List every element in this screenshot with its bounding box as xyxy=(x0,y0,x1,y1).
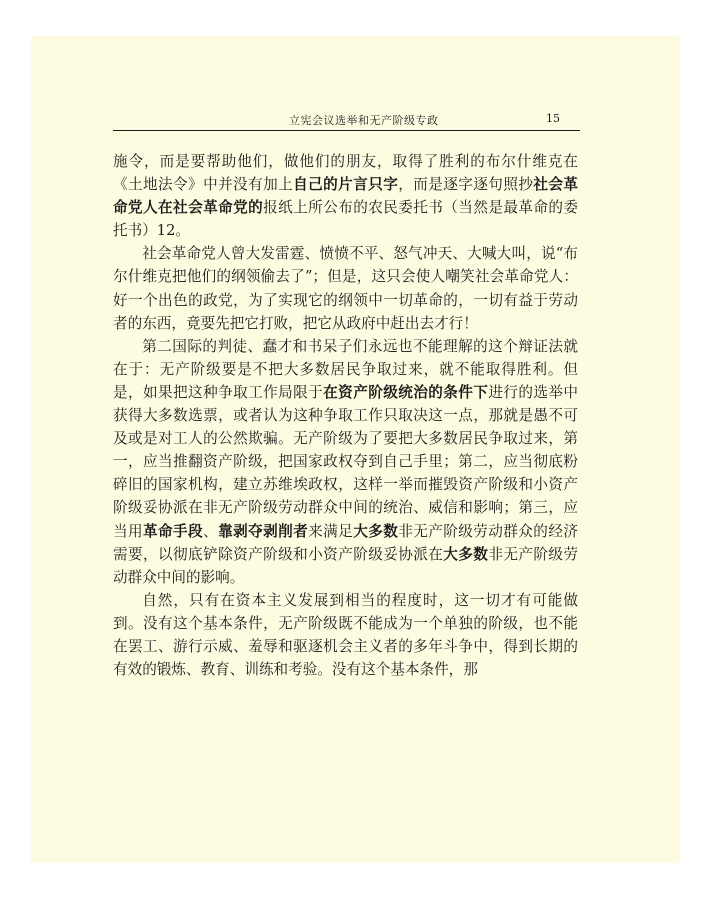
emphasized-text: 大多数 xyxy=(443,545,489,563)
emphasized-text: 大多数 xyxy=(353,522,399,540)
paragraph-text: 、 xyxy=(203,522,219,540)
paragraph-text: 进行的选举中获得大多数选票，或者认为这种争取工作只取决这一点，那就是愚不可及或是对工人的公然欺骗。无产阶级为了要把大多数居民争取过来，第一，应当推翻资产阶级，把国家政权夺到自己手里；第二，应当彻底粉碎旧的国家机构，建立苏维埃政权，这样一举而摧毁资产阶级和小资产阶级妥协派在非无产阶级劳动群众中间的统治、威信和影响；第三，应当用 xyxy=(113,383,578,540)
paragraph-text: 来满足 xyxy=(308,522,354,540)
running-header-title: 立宪会议选举和无产阶级专政 xyxy=(289,114,439,127)
paragraph xyxy=(113,242,578,334)
paragraph-text: 自然，只有在资本主义发展到相当的程度时，这一切才有可能做到。没有这个基本条件，无产阶级既不能成为一个单独的阶级，也不能在罢工、游行示威、羞辱和驱逐机会主义者的多年斗争中，得到长期的有效的锻炼、教育、训练和考验。没有这个基本条件，那 xyxy=(113,591,578,679)
paragraph-text: 报纸上所公布的农民委托书（当然是最革命的委托书）12。 xyxy=(113,199,578,240)
paragraph-text: 施令，而是要帮助他们，做他们的朋友，取得了胜利的布尔什维克在《土地法令》中并没有加上 xyxy=(113,153,578,194)
emphasized-text: 自己的片言只字 xyxy=(293,176,399,194)
paragraph-text: 社会革命党人曾大发雷霆、愤愤不平、怒气冲天、大喊大叫，说“布尔什维克把他们的纲领偷去了”；但是，这只会使人嘲笑社会革命党人：好一个出色的政党，为了实现它的纲领中一切革命的，一切有益于劳动者的东西，竟要先把它打败，把它从政府中赶出去才行！ xyxy=(113,245,578,332)
paragraph xyxy=(113,150,578,242)
paragraph-text: 第二国际的判徒、蠢才和书呆子们永远也不能理解的这个辩证法就在于：无产阶级要是不把大多数居民争取过来，就不能取得胜利。但是，如果把这种争取工作局限于 xyxy=(113,337,578,401)
paragraph-text: 非无产阶级劳动群众中间的影响。 xyxy=(113,545,578,586)
emphasized-text: 靠剥夺剥削者 xyxy=(218,522,309,540)
page-number: 15 xyxy=(546,112,560,125)
emphasized-text: 社会革命党人在社会革命党的 xyxy=(113,176,578,217)
paragraph xyxy=(113,335,578,589)
paragraph-text: 非无产阶级劳动群众的经济需要，以彻底铲除资产阶级和小资产阶级妥协派在 xyxy=(113,522,578,563)
paragraph-text: ，而是逐字逐句照抄 xyxy=(398,176,534,194)
running-header xyxy=(113,108,580,131)
body-text xyxy=(113,150,578,681)
paragraph xyxy=(113,589,578,681)
emphasized-text: 在资产阶级统治的条件下 xyxy=(323,383,489,401)
emphasized-text: 革命手段 xyxy=(143,522,204,540)
